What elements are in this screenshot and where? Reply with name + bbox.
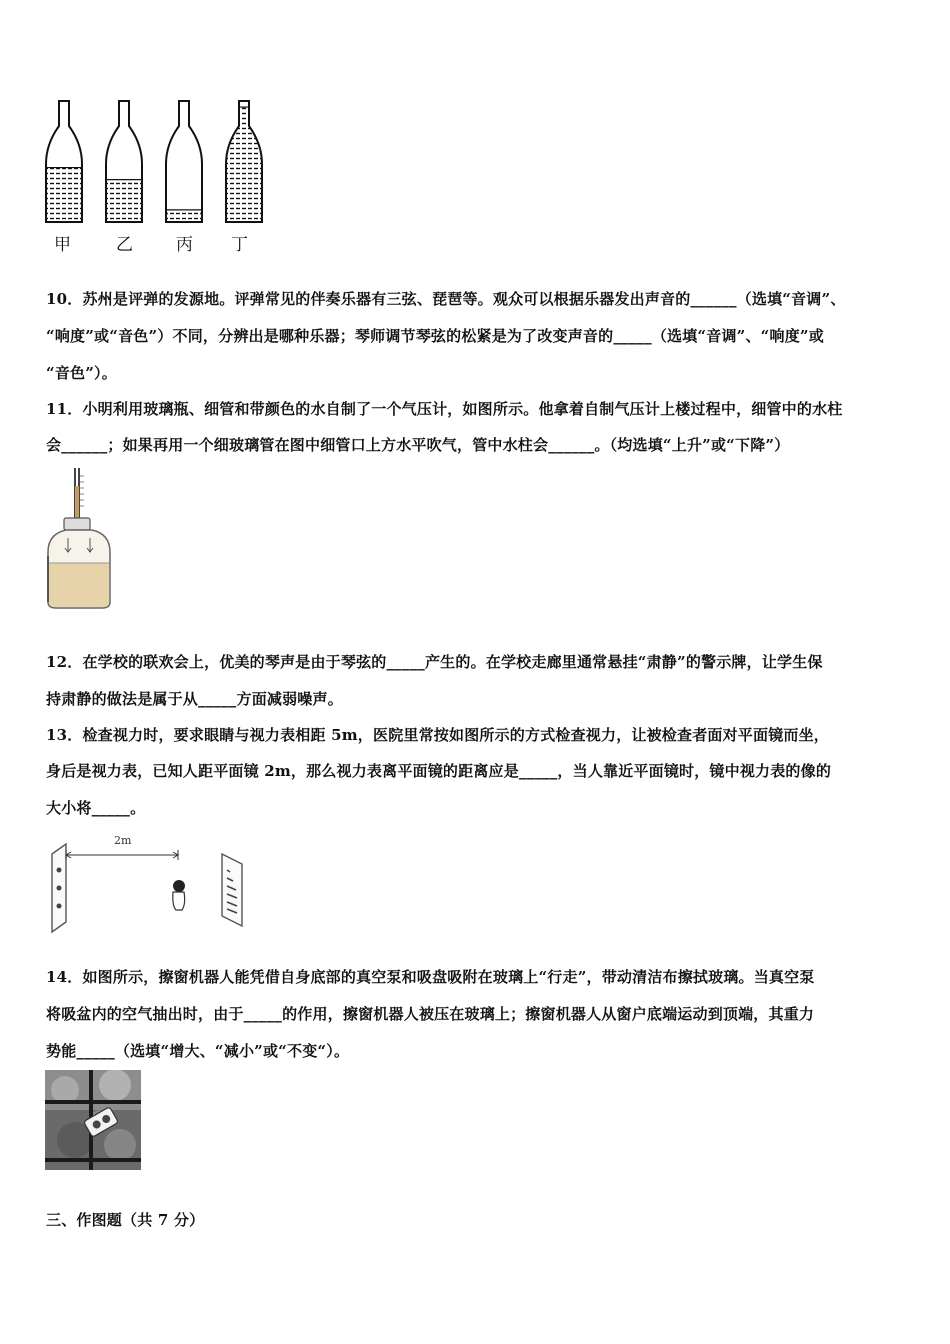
bottle-water-ding — [224, 107, 264, 222]
q10-line-3: “音色”）。 — [46, 364, 117, 382]
q10-line-2: “响度”或“音色”）不同，分辨出是哪种乐器；琴师调节琴弦的松紧是为了改变声音的_____（选填“音调”、“响度”或 — [46, 327, 824, 345]
bottle-water-yi — [104, 180, 144, 222]
eye-test-figure — [44, 826, 250, 936]
bottle-label-bing: 丙 — [176, 235, 193, 255]
bottle-yi — [104, 101, 144, 222]
bottle-jia — [44, 101, 84, 222]
q14-line-1: 14．如图所示，擦窗机器人能凭借自身底部的真空泵和吸盘吸附在玻璃上“行走”，带动清洁布擦拭玻璃。当真空泵 — [46, 968, 815, 986]
q11-line-1: 11．小明利用玻璃瓶、细管和带颜色的水自制了一个气压计，如图所示。他拿着自制气压计上楼过程中，细管中的水柱 — [46, 400, 843, 418]
q13-line-3: 大小将_____。 — [46, 799, 146, 817]
bottle-water-jia — [44, 168, 84, 222]
bottle-water-bing — [164, 210, 204, 222]
section-heading: 三、作图题（共 7 分） — [46, 1211, 205, 1229]
distance-label: 2m — [114, 834, 132, 847]
bottles-figure — [38, 96, 268, 256]
bottle-ding — [224, 101, 264, 222]
q11-line-2: 会______；如果再用一个细玻璃管在图中细管口上方水平吹气，管中水柱会______。（均选填“上升”或“下降”） — [46, 436, 790, 454]
q14-line-2: 将吸盆内的空气抽出时，由于_____的作用，擦窗机器人被压在玻璃上；擦窗机器人从窗户底端运动到顶端，其重力 — [46, 1005, 815, 1023]
q14-line-3: 势能_____（选填“增大、“减小”或“不变“）。 — [46, 1042, 350, 1060]
barometer-figure — [44, 466, 114, 611]
q10-line-1: 10．苏州是评弹的发源地。评弹常见的伴奏乐器有三弦、琵琶等。观众可以根据乐器发出声音的______（选填“音调”、 — [46, 290, 846, 308]
bottle-label-yi: 乙 — [116, 235, 133, 255]
q13-line-2: 身后是视力表，已知人距平面镜 2m，那么视力表离平面镜的距离应是_____，当人靠近平面镜时，镜中视力表的像的 — [46, 762, 832, 780]
bottle-bing — [164, 101, 204, 222]
bottle-label-jia: 甲 — [54, 235, 71, 255]
window-robot-photo — [45, 1070, 141, 1170]
bottles-drawing — [38, 96, 268, 226]
q12-line-2: 持肃静的做法是属于从_____方面减弱噪声。 — [46, 690, 343, 708]
bottle-label-ding: 丁 — [231, 235, 248, 255]
q13-line-1: 13．检查视力时，要求眼睛与视力表相距 5m，医院里常按如图所示的方式检查视力，让被检查者面对平面镜而坐， — [46, 726, 830, 744]
q12-line-1: 12．在学校的联欢会上，优美的琴声是由于琴弦的_____产生的。在学校走廊里通常悬挂“肃静”的警示牌，让学生保 — [46, 653, 823, 671]
